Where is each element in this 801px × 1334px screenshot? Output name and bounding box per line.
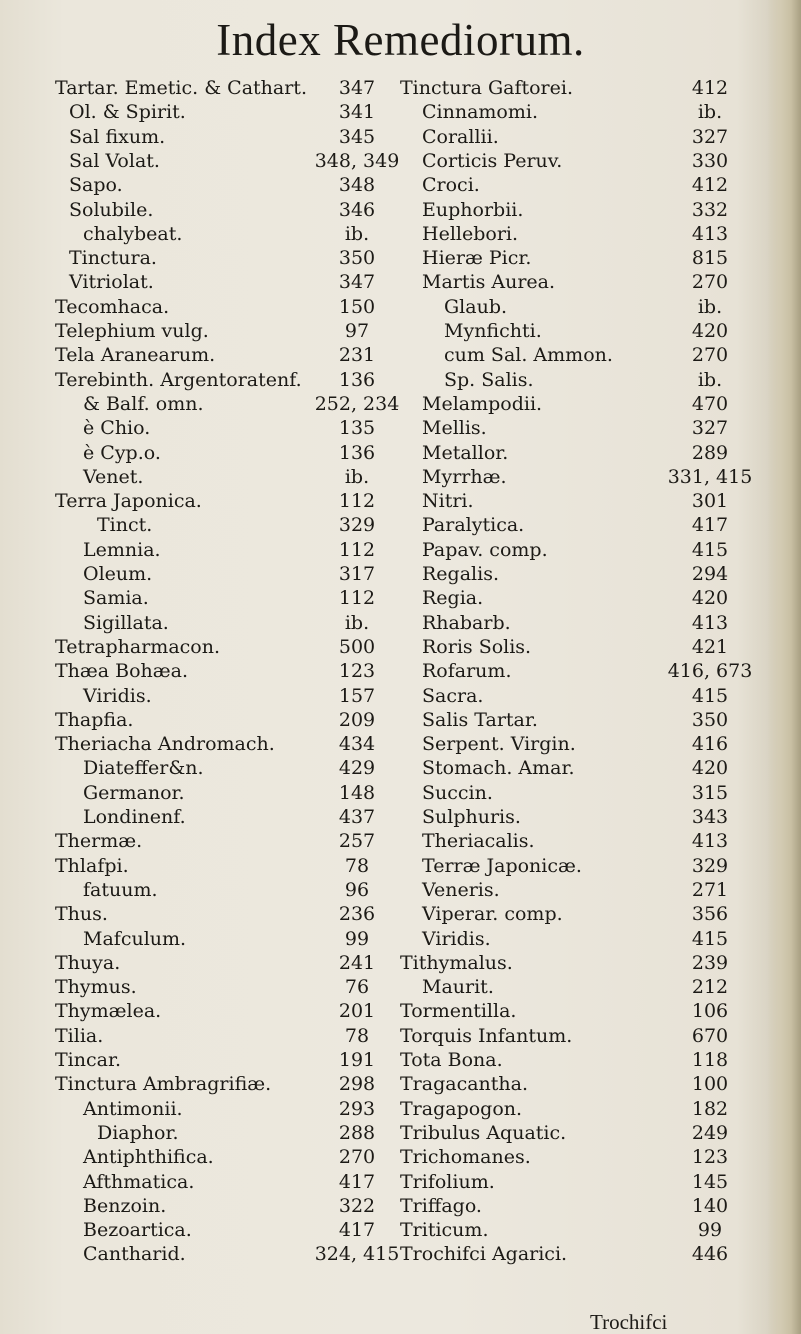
- entry-page: 434: [338, 733, 376, 756]
- entry-name: Theriacha Andromach.: [55, 733, 275, 756]
- entry-name: Telephium vulg.: [55, 320, 209, 342]
- entry-page: 437: [338, 806, 376, 828]
- entry-page: 301: [691, 490, 729, 513]
- entry-name: Papav. comp.: [422, 538, 548, 561]
- entry-page: 329: [691, 854, 729, 877]
- entry-page: 270: [691, 344, 729, 367]
- index-entry: [0, 270, 801, 294]
- entry-page: 415: [691, 927, 729, 950]
- entry-page: 76: [344, 976, 370, 999]
- index-entry: [0, 368, 801, 392]
- entry-name: Cinnamomi.: [422, 101, 539, 124]
- entry-name: Tincar.: [55, 1049, 121, 1071]
- entry-page: 416: [691, 733, 729, 756]
- entry-name: Thlafpi.: [55, 854, 129, 877]
- entry-page: 123: [691, 1146, 729, 1169]
- index-entry: [0, 854, 801, 878]
- catchword: Trochifci: [590, 1310, 668, 1334]
- entry-page: 413: [691, 222, 729, 245]
- entry-page: 145: [691, 1170, 729, 1193]
- entry-page: 191: [338, 1049, 376, 1071]
- entry-name: è Cyp.o.: [83, 441, 161, 464]
- index-entry: [0, 927, 801, 951]
- index-entry: [0, 684, 801, 708]
- entry-page: ib.: [697, 368, 723, 391]
- entry-name: Tota Bona.: [400, 1049, 503, 1071]
- entry-page: ib.: [697, 101, 723, 124]
- entry-name: Rofarum.: [422, 660, 512, 683]
- entry-page: 413: [691, 830, 729, 853]
- entry-name: Tinctura.: [69, 247, 157, 270]
- entry-page: ib.: [344, 222, 370, 245]
- entry-page: 112: [338, 538, 376, 561]
- entry-name: Tinctura Gaftorei.: [400, 77, 574, 99]
- entry-page: 322: [338, 1194, 376, 1217]
- entry-page: 343: [691, 806, 729, 828]
- index-entry: [0, 951, 801, 975]
- entry-name: Tela Aranearum.: [55, 344, 216, 367]
- index-entry: [0, 635, 801, 659]
- entry-name: Melampodii.: [422, 392, 543, 415]
- entry-page: 346: [338, 198, 376, 221]
- entry-page: 298: [338, 1073, 376, 1096]
- entry-name: Diaphor.: [97, 1121, 179, 1144]
- entry-page: 271: [691, 878, 729, 901]
- entry-page: 332: [691, 198, 729, 221]
- index-entry: [0, 902, 801, 926]
- entry-name: Tithymalus.: [400, 951, 513, 974]
- entry-page: 294: [691, 563, 729, 585]
- entry-page: 412: [691, 174, 729, 197]
- entry-name: Benzoin.: [83, 1194, 167, 1217]
- entry-page: 347: [338, 77, 376, 99]
- entry-page: 201: [338, 1000, 376, 1023]
- entry-page: 345: [338, 125, 376, 148]
- entry-page: 293: [338, 1097, 376, 1120]
- entry-name: Maurit.: [422, 976, 494, 999]
- entry-name: Terra Japonica.: [55, 490, 202, 513]
- index-entry: [0, 781, 801, 805]
- index-entry: [0, 343, 801, 367]
- index-entry: [0, 1121, 801, 1145]
- entry-page: 417: [338, 1170, 376, 1193]
- entry-name: Terræ Japonicæ.: [422, 854, 582, 877]
- entry-page: 99: [697, 1219, 723, 1242]
- entry-name: Antimonii.: [83, 1097, 183, 1120]
- entry-page: 150: [338, 295, 376, 318]
- index-entry: [0, 586, 801, 610]
- entry-name: fatuum.: [83, 878, 158, 901]
- entry-name: Euphorbii.: [422, 198, 524, 221]
- entry-page: ib.: [344, 465, 370, 488]
- entry-page: 148: [338, 781, 376, 804]
- index-entry: [0, 659, 801, 683]
- entry-name: Roris Solis.: [422, 635, 532, 658]
- index-entry: [0, 319, 801, 343]
- entry-page: 289: [691, 441, 729, 464]
- entry-name: Tartar. Emetic. & Cathart.: [55, 77, 307, 99]
- entry-page: 348, 349: [314, 149, 400, 172]
- index-entry: [0, 756, 801, 780]
- index-entry: [0, 708, 801, 732]
- entry-page: 412: [691, 77, 729, 99]
- entry-page: 257: [338, 830, 376, 853]
- entry-name: Veneris.: [422, 878, 500, 901]
- entry-page: 236: [338, 903, 376, 926]
- entry-name: Londinenf.: [83, 806, 186, 828]
- entry-name: Sapo.: [69, 174, 123, 197]
- entry-page: 140: [691, 1194, 729, 1217]
- entry-page: 417: [338, 1219, 376, 1242]
- index-entry: [0, 1170, 801, 1194]
- entry-name: Germanor.: [83, 781, 185, 804]
- entry-page: 415: [691, 684, 729, 707]
- entry-page: 157: [338, 684, 376, 707]
- entry-name: Vitriolat.: [69, 271, 154, 294]
- entry-name: Ol. & Spirit.: [69, 101, 186, 124]
- entry-name: Venet.: [83, 465, 144, 488]
- entry-name: Tragapogon.: [400, 1097, 523, 1120]
- entry-name: Sal fixum.: [69, 125, 166, 148]
- entry-page: 421: [691, 635, 729, 658]
- index-entry: [0, 1048, 801, 1072]
- entry-page: 356: [691, 903, 729, 926]
- entry-page: 415: [691, 538, 729, 561]
- entry-name: Tetrapharmacon.: [55, 635, 220, 658]
- entry-name: Tribulus Aquatic.: [400, 1121, 567, 1144]
- entry-page: 231: [338, 344, 376, 367]
- entry-name: Thymælea.: [55, 1000, 162, 1023]
- entry-page: 239: [691, 951, 729, 974]
- entry-page: 327: [691, 417, 729, 440]
- page-title: Index Remediorum.: [216, 15, 585, 65]
- entry-name: Solubile.: [69, 198, 154, 221]
- entry-name: Terebinth. Argentoratenf.: [55, 368, 302, 391]
- entry-page: 241: [338, 951, 376, 974]
- entry-name: Thæa Bohæa.: [55, 660, 188, 683]
- entry-name: Triticum.: [400, 1219, 489, 1242]
- index-entry: [0, 1242, 801, 1266]
- entry-page: 350: [338, 247, 376, 270]
- index-entry: [0, 513, 801, 537]
- entry-page: 315: [691, 781, 729, 804]
- entry-page: 270: [338, 1146, 376, 1169]
- entry-page: ib.: [344, 611, 370, 634]
- entry-name: Metallor.: [422, 441, 509, 464]
- index-entry: [0, 1194, 801, 1218]
- entry-name: Mafculum.: [83, 927, 187, 950]
- entry-name: Tecomhaca.: [55, 295, 170, 318]
- entry-name: Sacra.: [422, 684, 484, 707]
- index-entry: [0, 246, 801, 270]
- entry-name: Regalis.: [422, 563, 499, 585]
- entry-page: 99: [344, 927, 370, 950]
- entry-page: 446: [691, 1243, 729, 1266]
- entry-page: 327: [691, 125, 729, 148]
- entry-name: Thus.: [55, 903, 108, 926]
- entry-page: 270: [691, 271, 729, 294]
- entry-name: Afthmatica.: [83, 1170, 195, 1193]
- entry-page: 416, 673: [667, 660, 753, 683]
- entry-page: 413: [691, 611, 729, 634]
- index-entry: [0, 878, 801, 902]
- entry-page: 347: [338, 271, 376, 294]
- entry-name: Diateffer&n.: [83, 757, 204, 780]
- entry-name: Tinct.: [97, 514, 153, 537]
- entry-page: 209: [338, 708, 376, 731]
- index-entry: [0, 611, 801, 635]
- entry-name: Lemnia.: [83, 538, 161, 561]
- entry-page: 123: [338, 660, 376, 683]
- index-entry: [0, 125, 801, 149]
- entry-name: Tinctura Ambragrifiæ.: [55, 1073, 272, 1096]
- entry-page: 329: [338, 514, 376, 537]
- entry-name: Myrrhæ.: [422, 465, 507, 488]
- entry-page: 212: [691, 976, 729, 999]
- entry-page: 288: [338, 1121, 376, 1144]
- entry-page: 420: [691, 587, 729, 610]
- entry-page: 136: [338, 441, 376, 464]
- index-entry: [0, 829, 801, 853]
- entry-name: Mynfichti.: [444, 320, 542, 342]
- entry-name: Regia.: [422, 587, 484, 610]
- index-entry: [0, 173, 801, 197]
- entry-page: 420: [691, 320, 729, 342]
- entry-page: 429: [338, 757, 376, 780]
- index-entry: [0, 1072, 801, 1096]
- index-entry: [0, 1218, 801, 1242]
- entry-name: Triffago.: [400, 1194, 482, 1217]
- entry-name: Thymus.: [55, 976, 137, 999]
- entry-page: 112: [338, 490, 376, 513]
- entry-page: 348: [338, 174, 376, 197]
- index-entry: [0, 538, 801, 562]
- entry-name: Succin.: [422, 781, 493, 804]
- entry-name: Thuya.: [55, 951, 121, 974]
- entry-name: Tragacantha.: [400, 1073, 529, 1096]
- entry-name: Viridis.: [422, 927, 491, 950]
- entry-page: 78: [344, 854, 370, 877]
- entry-page: 350: [691, 708, 729, 731]
- entry-page: 815: [691, 247, 729, 270]
- index-entry: [0, 805, 801, 829]
- entry-name: cum Sal. Ammon.: [444, 344, 613, 367]
- entry-name: Sal Volat.: [69, 149, 160, 172]
- entry-page: 252, 234: [314, 392, 400, 415]
- index-entry: [0, 465, 801, 489]
- entry-name: Bezoartica.: [83, 1219, 192, 1242]
- index-entry: [0, 975, 801, 999]
- entry-page: 417: [691, 514, 729, 537]
- index-entry: [0, 1097, 801, 1121]
- entry-name: Torquis Infantum.: [400, 1024, 573, 1047]
- entry-page: 136: [338, 368, 376, 391]
- entry-page: 96: [344, 878, 370, 901]
- entry-page: 330: [691, 149, 729, 172]
- entry-page: 331, 415: [667, 465, 753, 488]
- entry-page: 78: [344, 1024, 370, 1047]
- entry-name: Viperar. comp.: [422, 903, 563, 926]
- index-entry: [0, 1024, 801, 1048]
- index-entry: [0, 416, 801, 440]
- index-entry: [0, 441, 801, 465]
- entry-page: 500: [338, 635, 376, 658]
- entry-name: Sp. Salis.: [444, 368, 534, 391]
- entry-page: 249: [691, 1121, 729, 1144]
- entry-page: 670: [691, 1024, 729, 1047]
- entry-name: Tilia.: [55, 1024, 104, 1047]
- entry-page: 324, 415: [314, 1243, 400, 1266]
- entry-name: è Chio.: [83, 417, 151, 440]
- entry-name: Martis Aurea.: [422, 271, 556, 294]
- entry-name: Thapfia.: [55, 708, 134, 731]
- index-entry: [0, 100, 801, 124]
- entry-page: 97: [344, 320, 370, 342]
- entry-name: Antiphthifica.: [83, 1146, 214, 1169]
- index-entry: [0, 1145, 801, 1169]
- entry-name: Corallii.: [422, 125, 499, 148]
- entry-name: Trifolium.: [400, 1170, 495, 1193]
- index-entry: [0, 222, 801, 246]
- entry-page: 182: [691, 1097, 729, 1120]
- entry-name: & Balf. omn.: [83, 392, 204, 415]
- entry-page: 118: [691, 1049, 729, 1071]
- entry-name: Corticis Peruv.: [422, 149, 563, 172]
- entry-name: Mellis.: [422, 417, 487, 440]
- entry-name: Croci.: [422, 174, 480, 197]
- entry-name: Glaub.: [444, 295, 508, 318]
- entry-page: 135: [338, 417, 376, 440]
- entry-name: Cantharid.: [83, 1243, 186, 1266]
- entry-page: ib.: [697, 295, 723, 318]
- entry-name: Serpent. Virgin.: [422, 733, 576, 756]
- entry-page: 470: [691, 392, 729, 415]
- entry-name: Sulphuris.: [422, 806, 521, 828]
- index-entry: [0, 76, 801, 100]
- entry-name: Sigillata.: [83, 611, 169, 634]
- entry-name: Hieræ Picr.: [422, 247, 532, 270]
- index-entry: [0, 392, 801, 416]
- entry-name: Theriacalis.: [422, 830, 535, 853]
- entry-name: Paralytica.: [422, 514, 525, 537]
- entry-name: chalybeat.: [83, 222, 183, 245]
- entry-page: 317: [338, 563, 376, 585]
- entry-name: Rhabarb.: [422, 611, 511, 634]
- entry-page: 100: [691, 1073, 729, 1096]
- index-entry: [0, 489, 801, 513]
- entry-name: Oleum.: [83, 563, 153, 585]
- entry-name: Stomach. Amar.: [422, 757, 575, 780]
- entry-name: Samia.: [83, 587, 149, 610]
- index-entry: [0, 562, 801, 586]
- index-entry: [0, 198, 801, 222]
- entry-name: Hellebori.: [422, 222, 519, 245]
- index-entry: [0, 732, 801, 756]
- index-entry: [0, 295, 801, 319]
- entry-name: Thermæ.: [55, 830, 143, 853]
- entry-name: Viridis.: [83, 684, 152, 707]
- entry-page: 420: [691, 757, 729, 780]
- entry-page: 112: [338, 587, 376, 610]
- entry-name: Trochifci Agarici.: [400, 1243, 568, 1266]
- index-entry: [0, 999, 801, 1023]
- entry-name: Nitri.: [422, 490, 474, 513]
- entry-name: Salis Tartar.: [422, 708, 538, 731]
- entry-page: 341: [338, 101, 376, 124]
- entry-name: Tormentilla.: [400, 1000, 517, 1023]
- entry-name: Trichomanes.: [400, 1146, 531, 1169]
- index-entry: [0, 149, 801, 173]
- entry-page: 106: [691, 1000, 729, 1023]
